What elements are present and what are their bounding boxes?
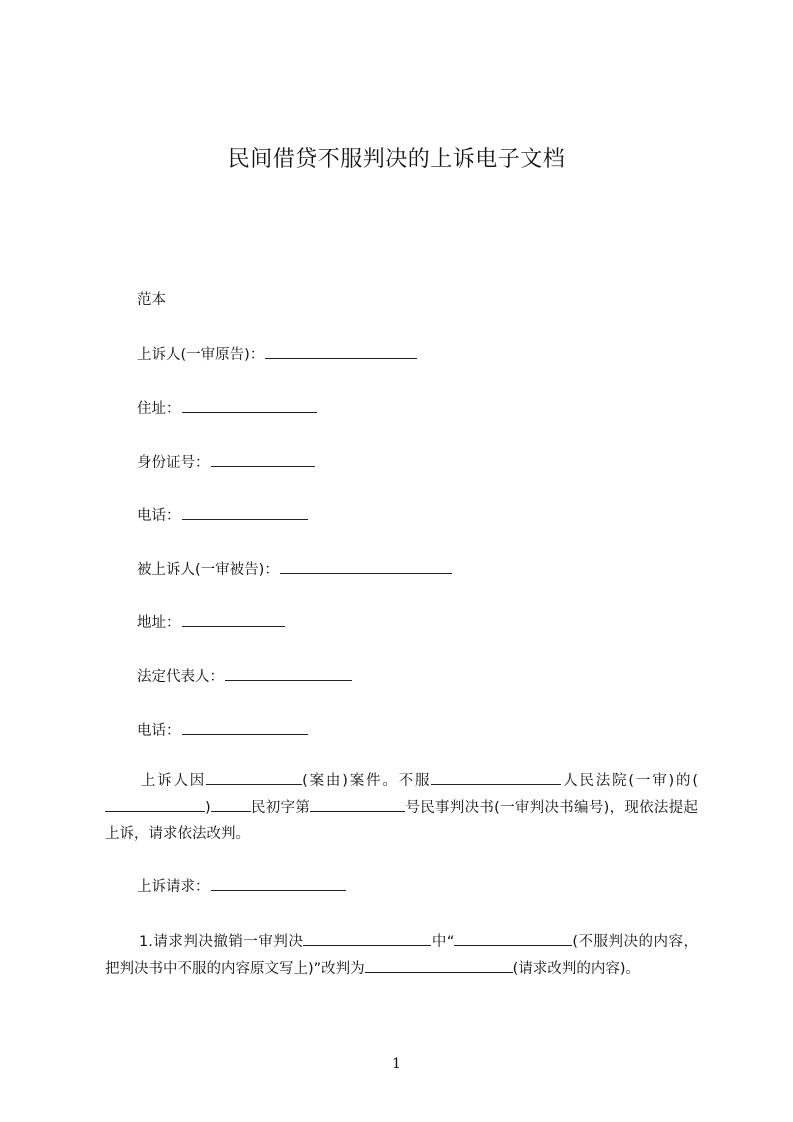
request-item-1-text-1: 1.请求判决撤销一审判决 bbox=[139, 934, 304, 950]
appellant-line bbox=[137, 344, 418, 365]
appeal-statement-text-2: (案由)案件。不服 bbox=[302, 773, 432, 789]
appeal-statement-text-3: 人民法院(一审)的 bbox=[561, 773, 693, 789]
appellant-blank[interactable] bbox=[265, 344, 417, 359]
phone-label-1: 电话： bbox=[137, 508, 181, 524]
request-item-1-text-2: 中“ bbox=[431, 934, 455, 950]
appellant-label: 上诉人(一审原告)： bbox=[137, 347, 265, 363]
phone-blank-1[interactable] bbox=[182, 505, 308, 520]
template-label-text: 范本 bbox=[137, 292, 166, 308]
phone-line-1 bbox=[137, 505, 309, 526]
phone-label-2: 电话： bbox=[137, 723, 181, 739]
template-label bbox=[137, 290, 166, 310]
appeal-statement-text-4: ( bbox=[692, 773, 698, 789]
case-cause-blank[interactable] bbox=[206, 770, 302, 785]
appeal-statement-text-6: 民初字第 bbox=[250, 799, 311, 816]
request-item-1-text-4: (请求改判的内容)。 bbox=[512, 960, 640, 977]
case-number-blank[interactable] bbox=[310, 797, 405, 812]
address-label: 住址： bbox=[137, 401, 181, 417]
location-line bbox=[137, 612, 286, 633]
appeal-request-line bbox=[137, 876, 347, 897]
document-title: 民间借贷不服判决的上诉电子文档 bbox=[227, 147, 566, 172]
legal-rep-blank[interactable] bbox=[225, 666, 352, 681]
court-abbrev-blank[interactable] bbox=[211, 797, 251, 812]
appeal-request-label: 上诉请求： bbox=[137, 879, 210, 895]
id-number-blank[interactable] bbox=[211, 452, 315, 467]
address-line bbox=[137, 398, 318, 419]
year-blank[interactable] bbox=[105, 797, 205, 812]
appeal-request-blank[interactable] bbox=[211, 876, 346, 891]
location-blank[interactable] bbox=[182, 612, 285, 627]
appellee-line bbox=[137, 559, 453, 580]
phone-blank-2[interactable] bbox=[182, 720, 308, 735]
phone-line-2 bbox=[137, 720, 309, 741]
appellee-label: 被上诉人(一审被告)： bbox=[137, 562, 279, 578]
appeal-statement-text-1: 上诉人因 bbox=[139, 773, 207, 789]
disputed-content-blank[interactable] bbox=[454, 931, 572, 946]
requested-change-blank[interactable] bbox=[365, 958, 513, 973]
legal-rep-line bbox=[137, 666, 353, 687]
appellee-blank[interactable] bbox=[280, 559, 452, 574]
address-blank[interactable] bbox=[182, 398, 317, 413]
location-label: 地址： bbox=[137, 615, 181, 631]
id-number-line bbox=[137, 452, 316, 473]
page-number: 1 bbox=[392, 1056, 401, 1072]
appeal-statement-text-7: 号民事判决书(一审判决书编号)，现依法提起上诉，请求依法改判。 bbox=[105, 799, 699, 842]
court-name-blank[interactable] bbox=[431, 770, 561, 785]
appeal-statement-paragraph bbox=[105, 768, 698, 848]
legal-rep-label: 法定代表人： bbox=[137, 669, 224, 685]
request-item-1-text-3: (不服判决的内容，把判决书中不服的内容原文写上)”改判为 bbox=[105, 934, 698, 977]
request-item-1-paragraph bbox=[105, 929, 698, 982]
appeal-statement-text-5: ) bbox=[205, 799, 211, 816]
first-instance-judgment-blank[interactable] bbox=[303, 931, 431, 946]
id-number-label: 身份证号： bbox=[137, 455, 210, 471]
